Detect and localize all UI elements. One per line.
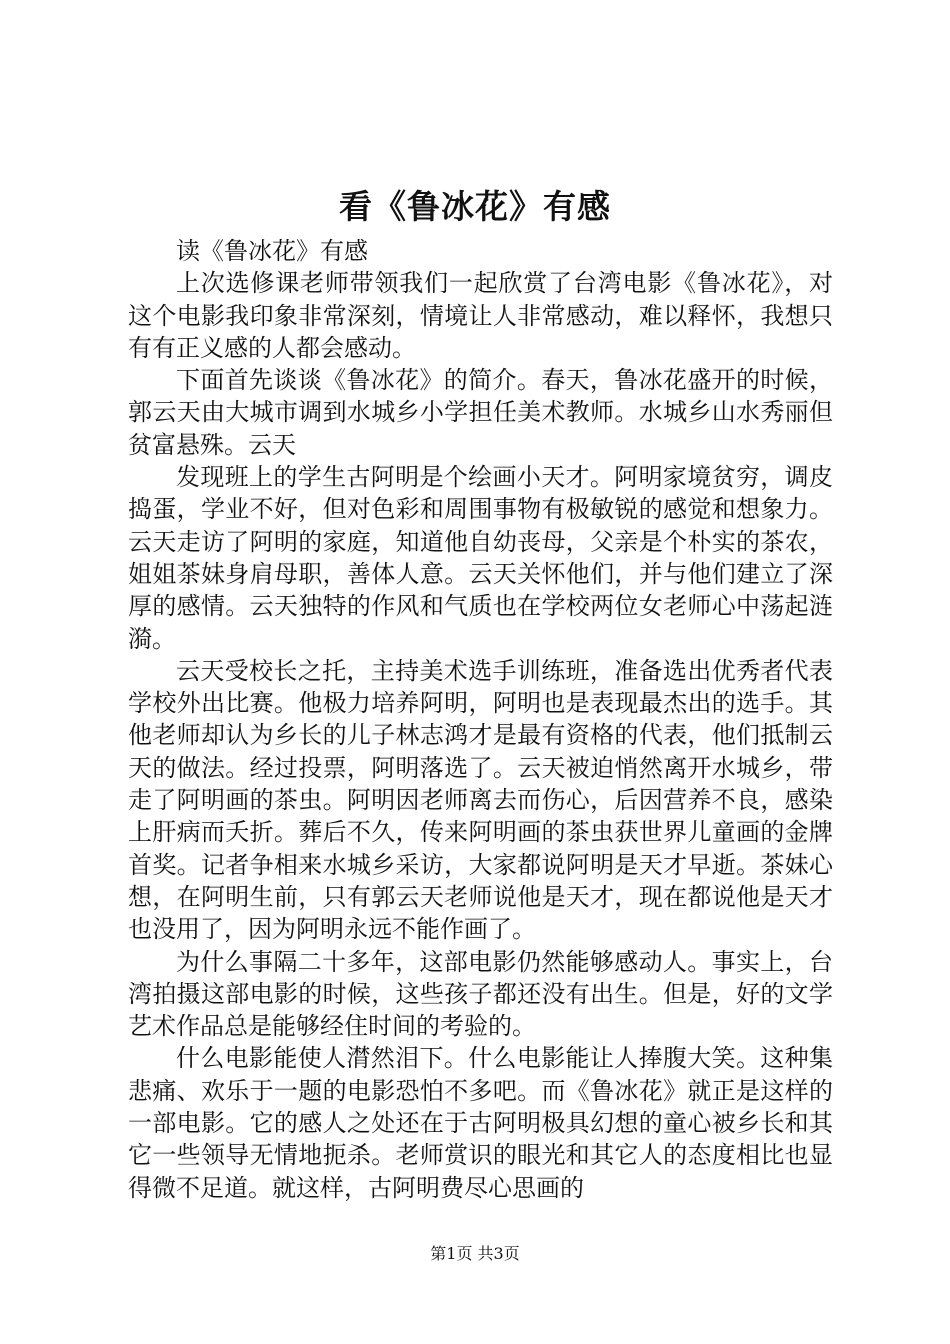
paragraph: 什么电影能使人潸然泪下。什么电影能让人捧腹大笑。这种集悲痛、欢乐于一题的电影恐怕不多吧。而《鲁冰花》就正是这样的一部电影。它的感人之处还在于古阿明极具幻想的童心被乡长和其它一些领导无情地扼杀。老师赏识的眼光和其它人的态度相比也显得微不足道。就这样，古阿明费尽心思画的 [128,1044,833,1202]
paragraph: 发现班上的学生古阿明是个绘画小天才。阿明家境贫穷，调皮捣蛋，学业不好，但对色彩和周围事物有极敏锐的感觉和想象力。云天走访了阿明的家庭，知道他自幼丧母，父亲是个朴实的茶农，姐姐茶妹身肩母职，善体人意。云天关怀他们，并与他们建立了深厚的感情。云天独特的作风和气质也在学校两位女老师心中荡起涟漪。 [128,463,833,653]
paragraph: 云天受校长之托，主持美术选手训练班，准备选出优秀者代表学校外出比赛。他极力培养阿明，阿明也是表现最杰出的选手。其他老师却认为乡长的儿子林志鸿才是最有资格的代表，他们抵制云天的做法。经过投票，阿明落选了。云天被迫悄然离开水城乡，带走了阿明画的茶虫。阿明因老师离去而伤心，后因营养不良，感染上肝病而夭折。葬后不久，传来阿明画的茶虫获世界儿童画的金牌首奖。记者争相来水城乡采访，大家都说阿明是天才早逝。茶妹心想，在阿明生前，只有郭云天老师说他是天才，现在都说他是天才也没用了，因为阿明永远不能作画了。 [128,656,833,944]
paragraph: 下面首先谈谈《鲁冰花》的简介。春天，鲁冰花盛开的时候，郭云天由大城市调到水城乡小学担任美术教师。水城乡山水秀丽但贫富悬殊。云天 [128,366,833,459]
document-body [128,235,833,1204]
paragraph: 为什么事隔二十多年，这部电影仍然能够感动人。事实上，台湾拍摄这部电影的时候，这些孩子都还没有出生。但是，好的文学艺术作品总是能够经住时间的考验的。 [128,947,833,1041]
paragraph: 读《鲁冰花》有感 [176,237,368,265]
document-title: 看《鲁冰花》有感 [339,187,611,226]
paragraph: 上次选修课老师带领我们一起欣赏了台湾电影《鲁冰花》，对这个电影我印象非常深刻，情境让人非常感动，难以释怀，我想只有有正义感的人都会感动。 [128,269,833,362]
page-footer: 第1页 共3页 [430,1244,520,1263]
